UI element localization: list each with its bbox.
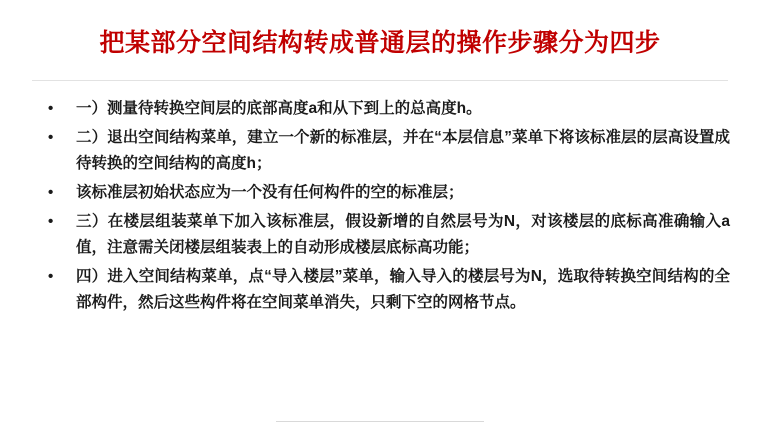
bullet-dot-icon: • bbox=[48, 213, 54, 230]
bullet-dot-icon: • bbox=[48, 268, 54, 285]
bullet-dot-icon: • bbox=[48, 100, 54, 117]
title-divider bbox=[32, 80, 728, 81]
list-item-text: 二）退出空间结构菜单，建立一个新的标准层，并在“本层信息”菜单下将该标准层的层高设置成待转换的空间结构的高度h； bbox=[76, 129, 730, 172]
list-item-text: 一）测量待转换空间层的底部高度a和从下到上的总高度h。 bbox=[76, 100, 482, 117]
footer-divider bbox=[276, 421, 484, 422]
list-item bbox=[40, 96, 730, 122]
list-item bbox=[40, 180, 730, 206]
bullet-list bbox=[40, 96, 730, 319]
list-item bbox=[40, 125, 730, 177]
list-item bbox=[40, 264, 730, 316]
bullet-dot-icon: • bbox=[48, 129, 54, 146]
list-item-text: 该标准层初始状态应为一个没有任何构件的空的标准层； bbox=[76, 184, 464, 201]
page-title: 把某部分空间结构转成普通层的操作步骤分为四步 bbox=[99, 29, 661, 57]
list-item bbox=[40, 209, 730, 261]
list-item-text: 四）进入空间结构菜单，点“导入楼层”菜单，输入导入的楼层号为N，选取待转换空间结构的全部构件，然后这些构件将在空间菜单消失，只剩下空的网格节点。 bbox=[76, 268, 730, 311]
bullet-dot-icon: • bbox=[48, 184, 54, 201]
list-item-text: 三）在楼层组装菜单下加入该标准层，假设新增的自然层号为N，对该楼层的底标高准确输入a值，注意需关闭楼层组装表上的自动形成楼层底标高功能； bbox=[76, 213, 730, 256]
